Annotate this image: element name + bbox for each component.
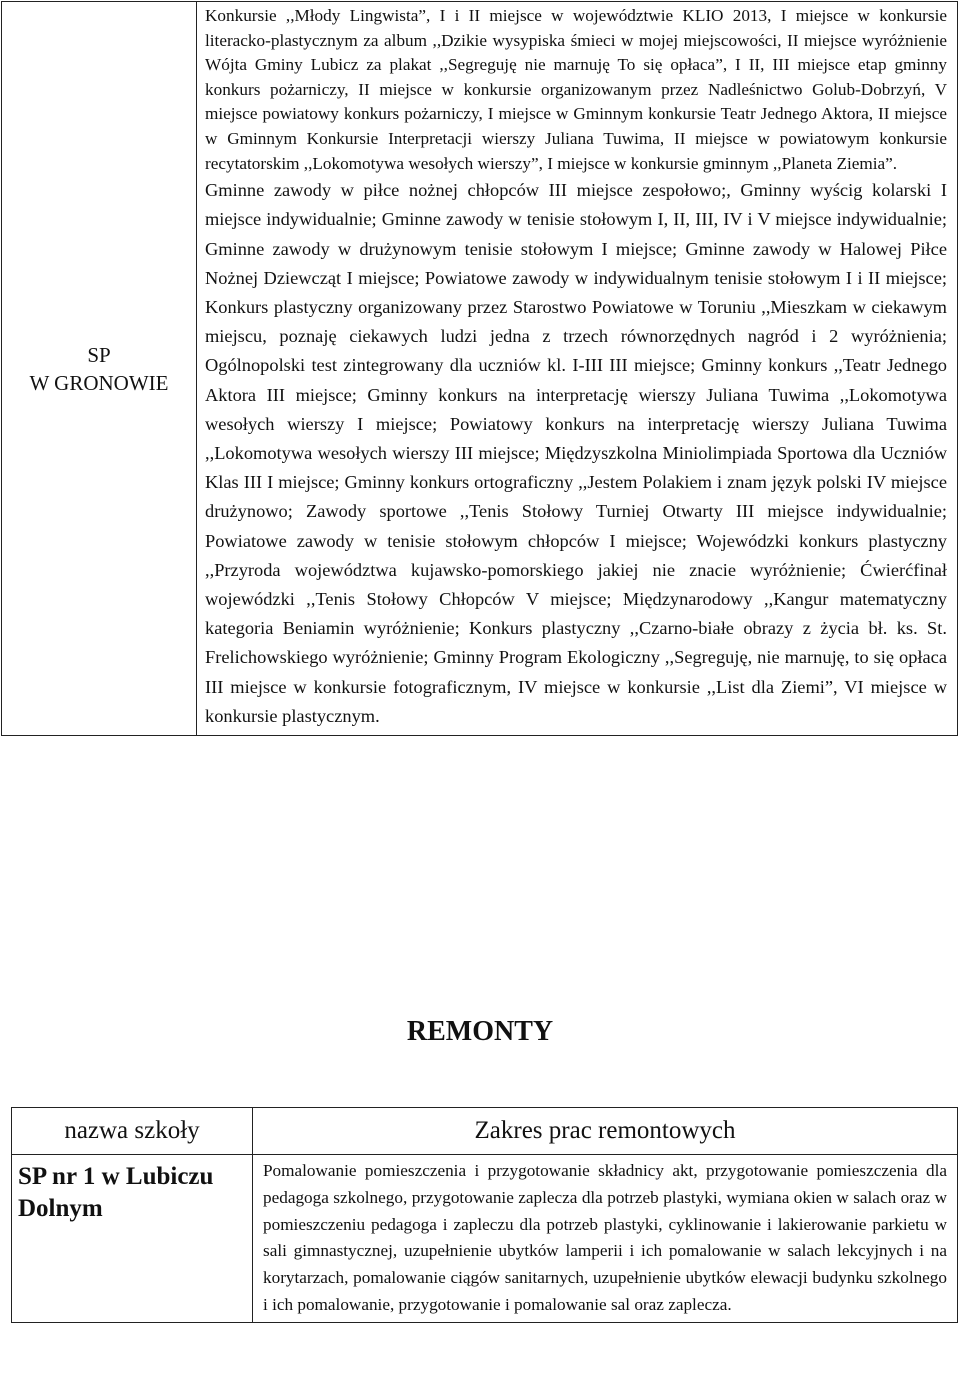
section-heading: REMONTY: [406, 1016, 554, 1047]
school-name-line: W GRONOWIE: [29, 370, 169, 395]
table-row: [2, 2, 958, 736]
achievements-cell: [197, 2, 958, 736]
school-name-line: SP: [87, 342, 111, 367]
achievements-paragraph: Konkursie ,,Młody Lingwista”, I i II miejsce w województwie KLIO 2013, I miejsce w konkursie literacko-plastycznym za album ,,Dzikie wysypiska śmieci w mojej miejscowości, II miejsce wyróżnienie Wójta Gminy Lubicz za plakat ,,Segreguję nie marnuję To się opłaca”, I II, III miejsce etap gminny konkurs pożarniczy, II miejsce w konkursie organizowanym przez Nadleśnictwo Golub-Dobrzyń, V miejsce powiatowy konkurs pożarniczy, I miejsce w Gminnym konkursie Teatr Jednego Aktora, II miejsce w Gminnym Konkursie Interpretacji wierszy Juliana Tuwima, II miejsce w powiatowym konkursie recytatorskim ,,Lokomotywa wesołych wierszy”, I miejsce w konkursie gminnym ,,Planeta Ziemia”.: [205, 6, 947, 173]
renovation-scope-text: Pomalowanie pomieszczenia i przygotowanie składnicy akt, przygotowanie pomieszczenia dla pedagoga szkolnego, przygotowanie zaplecza dla potrzeb plastyki, wymiana okien w salach oraz w pomieszczeniu pedagoga i zapleczu dla potrzeb plastyki, cyklinowanie i lakierowanie parkietu w sali gimnastycznej, uzupełnienie ubytków lamperii i ich pomalowanie w salach lekcyjnych i na korytarzach, pomalowanie ciągów sanitarnych, uzupełnienie ubytków elewacji budynku szkolnego i ich pomalowanie, przygotowanie i pomalowanie sal oraz zaplecza.: [263, 1161, 947, 1314]
school-name-cell: SP nr 1 w Lubiczu Dolnym: [12, 1155, 253, 1323]
sports-achievements-paragraph: Gminne zawody w piłce nożnej chłopców III miejsce zespołowo;, Gminny wyścig kolarski I miejsce indywidualnie; Gminne zawody w tenisie stołowym I, II, III, IV i V miejsce indywidualnie; Gminne zawody w drużynowym tenisie stołowym I miejsce; Gminne zawody w Halowej Piłce Nożnej Dziewcząt I miejsce; Powiatowe zawody w indywidualnym tenisie stołowym I i II miejsce; Konkurs plastyczny organizowany przez Starostwo Powiatowe w Toruniu ,,Mieszkam w ciekawym miejscu, poznaję ciekawych ludzi jedna z trzech równorzędnych nagród i 2 wyróżnienia; Ogólnopolski test zintegrowany dla uczniów kl. I-III III miejsce; Gminny konkurs ,,Teatr Jednego Aktora III miejsce; Gminny konkurs na interpretację wierszy Juliana Tuwima ,,Lokomotywa wesołych wierszy I miejsce; Powiatowy konkurs na interpretację wierszy Juliana Tuwima ,,Lokomotywa wesołych wierszy III miejsce; Międzyszkolna Miniolimpiada Sportowa dla Uczniów Klas III I miejsce; Gminny konkurs ortograficzny ,,Jestem Polakiem i znam język polski IV miejsce drużynowo; Zawody sportowe ,,Tenis Stołowy Turniej Otwarty III miejsce indywidualnie; Powiatowe zawody w tenisie stołowym chłopców I miejsce; Wojewódzki konkurs plastyczny ,,Przyroda województwa kujawsko-pomorskiego jakiej nie znacie wyróżnienie; Ćwierćfinał wojewódzki ,,Tenis Stołowy Chłopców V miejsce; Międzynarodowy ,,Kangur matematyczny kategoria Beniamin wyróżnienie; Konkurs plastyczny ,,Czarno-białe obrazy z życia bł. ks. St. Frelichowskiego wyróżnienie; Gminny Program Ekologiczny ,,Segreguję, nie marnuję, to się opłaca III miejsce w konkursie fotograficznym, IV miejsce w konkursie ,,List dla Ziemi”, VI miejsce w konkursie plastycznym.: [205, 180, 947, 726]
column-header-scope: Zakres prac remontowych: [253, 1108, 958, 1155]
table-row: [12, 1155, 958, 1323]
table-header-row: [12, 1108, 958, 1155]
column-header-school: nazwa szkoły: [12, 1108, 253, 1155]
achievements-table: [1, 1, 958, 736]
renovations-table: [11, 1107, 958, 1323]
school-name-cell: [2, 2, 197, 736]
renovation-scope-cell: [253, 1155, 958, 1323]
